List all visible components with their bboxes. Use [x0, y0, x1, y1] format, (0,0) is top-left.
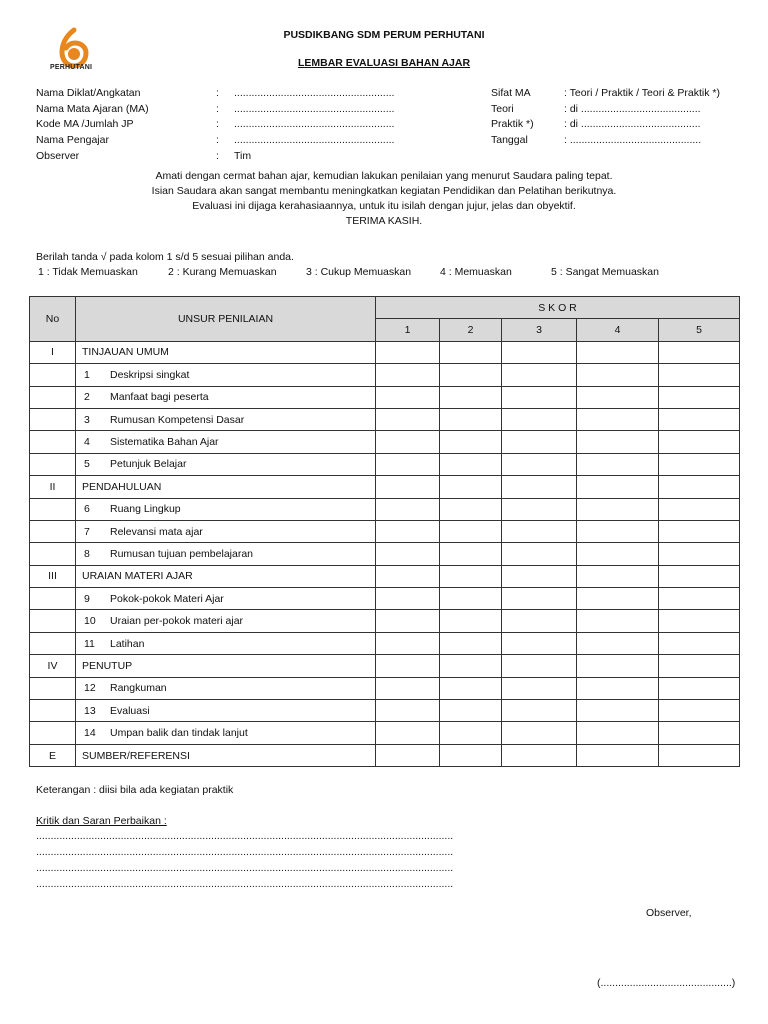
score-cell-5[interactable] [659, 565, 740, 587]
table-row [30, 722, 740, 744]
score-cell-3[interactable] [502, 543, 577, 565]
score-cell-2[interactable] [440, 364, 502, 386]
score-cell-1[interactable] [376, 408, 440, 430]
row-no: E [30, 744, 76, 766]
score-cell-5[interactable] [659, 543, 740, 565]
row-unsur [76, 408, 376, 430]
intro-line: Evaluasi ini dijaga kerahasiaannya, untuk itu isilah dengan jujur, jelas dan obyektif. [192, 200, 576, 212]
field-teori[interactable]: : di ......................................... [564, 103, 701, 115]
observer-label: Observer, [646, 907, 692, 919]
row-unsur [76, 520, 376, 542]
table-row [30, 700, 740, 722]
item-number: 13 [84, 704, 96, 717]
score-cell-2[interactable] [440, 565, 502, 587]
table-row [30, 408, 740, 430]
row-no [30, 453, 76, 475]
table-row [30, 498, 740, 520]
item-text: Petunjuk Belajar [110, 458, 187, 471]
colon: : [216, 134, 219, 146]
table-row [30, 588, 740, 610]
field-nama-diklat[interactable]: ....................................................... [234, 87, 395, 99]
skor-header-3: 3 [502, 319, 577, 341]
item-number: 11 [84, 637, 95, 650]
score-cell-1[interactable] [376, 722, 440, 744]
row-no: II [30, 476, 76, 498]
row-no: IV [30, 655, 76, 677]
kritik-line[interactable]: ............................................................................................................................................... [36, 878, 454, 890]
score-cell-4[interactable] [577, 476, 659, 498]
score-cell-1[interactable] [376, 655, 440, 677]
intro-line: Isian Saudara akan sangat membantu meningkatkan kegiatan Pendidikan dan Pelatihan berikutnya. [151, 185, 617, 197]
item-text: Rumusan tujuan pembelajaran [110, 547, 254, 560]
score-cell-3[interactable] [502, 677, 577, 699]
score-cell-2[interactable] [440, 588, 502, 610]
score-cell-4[interactable] [577, 744, 659, 766]
table-row [30, 610, 740, 632]
score-cell-4[interactable] [577, 498, 659, 520]
row-unsur [76, 364, 376, 386]
org-title: PUSDIKBANG SDM PERUM PERHUTANI [283, 29, 485, 41]
score-cell-4[interactable] [577, 364, 659, 386]
table-row [30, 520, 740, 542]
item-text: Uraian per-pokok materi ajar [110, 615, 244, 628]
label-kode-ma: Kode MA /Jumlah JP [36, 118, 134, 130]
score-cell-4[interactable] [577, 453, 659, 475]
score-cell-4[interactable] [577, 386, 659, 408]
kritik-line[interactable]: ............................................................................................................................................... [36, 862, 454, 874]
score-cell-2[interactable] [440, 431, 502, 453]
item-number: 9 [84, 592, 90, 605]
row-no [30, 588, 76, 610]
score-cell-1[interactable] [376, 498, 440, 520]
field-kode-ma[interactable]: ....................................................... [234, 118, 395, 130]
score-cell-3[interactable] [502, 588, 577, 610]
score-cell-2[interactable] [440, 498, 502, 520]
score-cell-5[interactable] [659, 722, 740, 744]
item-number: 4 [84, 436, 90, 449]
score-cell-3[interactable] [502, 722, 577, 744]
score-cell-3[interactable] [502, 565, 577, 587]
row-unsur [76, 610, 376, 632]
score-cell-5[interactable] [659, 408, 740, 430]
score-cell-3[interactable] [502, 386, 577, 408]
score-cell-5[interactable] [659, 520, 740, 542]
skor-header-1: 1 [376, 319, 440, 341]
score-cell-3[interactable] [502, 655, 577, 677]
field-tanggal[interactable]: : ............................................. [564, 134, 702, 146]
intro-line: TERIMA KASIH. [345, 215, 423, 227]
table-row [30, 341, 740, 363]
table-row [30, 632, 740, 654]
score-cell-1[interactable] [376, 386, 440, 408]
instruction: Berilah tanda √ pada kolom 1 s/d 5 sesuai pilihan anda. [36, 251, 294, 263]
score-cell-5[interactable] [659, 431, 740, 453]
item-number: 12 [84, 682, 96, 695]
score-cell-4[interactable] [577, 431, 659, 453]
score-cell-1[interactable] [376, 520, 440, 542]
score-cell-5[interactable] [659, 744, 740, 766]
table-row [30, 476, 740, 498]
item-text: Rangkuman [110, 682, 167, 695]
colon: : [216, 87, 219, 99]
table-row [30, 431, 740, 453]
colon: : [216, 118, 219, 130]
page-title: LEMBAR EVALUASI BAHAN AJAR [297, 57, 471, 69]
score-cell-2[interactable] [440, 700, 502, 722]
row-no [30, 543, 76, 565]
item-number: 2 [84, 391, 90, 404]
item-text: Manfaat bagi peserta [110, 391, 209, 404]
score-cell-3[interactable] [502, 700, 577, 722]
label-teori: Teori [491, 103, 514, 115]
score-cell-3[interactable] [502, 632, 577, 654]
score-cell-5[interactable] [659, 677, 740, 699]
keterangan: Keterangan : diisi bila ada kegiatan praktik [36, 784, 234, 796]
row-no [30, 632, 76, 654]
item-text: Umpan balik dan tindak lanjut [110, 727, 248, 740]
row-unsur [76, 744, 376, 766]
item-number: 1 [84, 368, 90, 381]
score-cell-1[interactable] [376, 476, 440, 498]
scale-2: 2 : Kurang Memuaskan [168, 266, 277, 278]
row-no: III [30, 565, 76, 587]
score-cell-4[interactable] [577, 543, 659, 565]
item-number: 7 [84, 525, 90, 538]
item-number: 5 [84, 458, 90, 471]
scale-1: 1 : Tidak Memuaskan [38, 266, 138, 278]
score-cell-4[interactable] [577, 520, 659, 542]
field-observer: Tim [234, 150, 252, 162]
score-cell-1[interactable] [376, 543, 440, 565]
score-cell-5[interactable] [659, 655, 740, 677]
score-cell-1[interactable] [376, 341, 440, 363]
item-text: Latihan [110, 637, 145, 650]
field-praktik[interactable]: : di ......................................... [564, 118, 701, 130]
score-cell-2[interactable] [440, 341, 502, 363]
intro-line: Amati dengan cermat bahan ajar, kemudian lakukan penilaian yang menurut Saudara paling tepat. [155, 170, 613, 182]
score-cell-5[interactable] [659, 341, 740, 363]
score-cell-3[interactable] [502, 431, 577, 453]
scale-5: 5 : Sangat Memuaskan [551, 266, 659, 278]
score-cell-1[interactable] [376, 632, 440, 654]
score-cell-5[interactable] [659, 364, 740, 386]
skor-header-2: 2 [440, 319, 502, 341]
col-header-unsur: UNSUR PENILAIAN [76, 297, 376, 342]
table-row [30, 565, 740, 587]
table-row [30, 677, 740, 699]
row-unsur [76, 543, 376, 565]
colon: : [216, 150, 219, 162]
label-nama-pengajar: Nama Pengajar [36, 134, 109, 146]
label-observer: Observer [36, 150, 80, 162]
table-body [30, 341, 740, 766]
item-text: URAIAN MATERI AJAR [82, 570, 193, 583]
row-no [30, 610, 76, 632]
score-cell-5[interactable] [659, 498, 740, 520]
score-cell-4[interactable] [577, 565, 659, 587]
item-text: PENDAHULUAN [82, 480, 162, 493]
score-cell-5[interactable] [659, 476, 740, 498]
row-unsur [76, 655, 376, 677]
col-header-skor: S K O R [376, 297, 740, 319]
row-unsur [76, 386, 376, 408]
kritik-line[interactable]: ............................................................................................................................................... [36, 830, 454, 842]
evaluation-table [29, 296, 740, 767]
kritik-line[interactable]: ............................................................................................................................................... [36, 846, 454, 858]
item-number: 6 [84, 503, 90, 516]
table-row [30, 386, 740, 408]
item-text: PENUTUP [82, 659, 133, 672]
score-cell-2[interactable] [440, 722, 502, 744]
score-cell-4[interactable] [577, 588, 659, 610]
score-cell-4[interactable] [577, 677, 659, 699]
score-cell-3[interactable] [502, 476, 577, 498]
score-cell-2[interactable] [440, 610, 502, 632]
item-text: Deskripsi singkat [110, 368, 190, 381]
score-cell-4[interactable] [577, 632, 659, 654]
score-cell-1[interactable] [376, 588, 440, 610]
table-row [30, 744, 740, 766]
field-nama-pengajar[interactable]: ....................................................... [234, 134, 395, 146]
row-unsur [76, 498, 376, 520]
score-cell-4[interactable] [577, 408, 659, 430]
item-text: Rumusan Kompetensi Dasar [110, 413, 245, 426]
skor-header-5: 5 [659, 319, 740, 341]
item-number: 3 [84, 413, 90, 426]
score-cell-1[interactable] [376, 431, 440, 453]
score-cell-3[interactable] [502, 610, 577, 632]
row-no [30, 364, 76, 386]
score-cell-1[interactable] [376, 610, 440, 632]
row-no [30, 498, 76, 520]
logo-text: PERHUTANI [50, 64, 93, 71]
row-unsur [76, 632, 376, 654]
score-cell-5[interactable] [659, 700, 740, 722]
row-no [30, 431, 76, 453]
score-cell-1[interactable] [376, 677, 440, 699]
score-cell-5[interactable] [659, 588, 740, 610]
scale-3: 3 : Cukup Memuaskan [306, 266, 412, 278]
score-cell-2[interactable] [440, 520, 502, 542]
item-number: 10 [84, 615, 96, 628]
table-row [30, 543, 740, 565]
score-cell-5[interactable] [659, 632, 740, 654]
col-header-no: No [30, 297, 76, 342]
colon: : [216, 103, 219, 115]
score-cell-2[interactable] [440, 677, 502, 699]
item-text: Evaluasi [110, 704, 150, 717]
score-cell-2[interactable] [440, 386, 502, 408]
score-cell-1[interactable] [376, 700, 440, 722]
table-row [30, 364, 740, 386]
score-cell-4[interactable] [577, 700, 659, 722]
row-unsur [76, 565, 376, 587]
field-nama-mata-ajaran[interactable]: ....................................................... [234, 103, 395, 115]
item-text: TINJAUAN UMUM [82, 346, 169, 359]
row-unsur [76, 722, 376, 744]
item-text: Pokok-pokok Materi Ajar [110, 592, 224, 605]
score-cell-2[interactable] [440, 453, 502, 475]
label-sifat-ma: Sifat MA [491, 87, 531, 99]
score-cell-2[interactable] [440, 543, 502, 565]
score-cell-1[interactable] [376, 364, 440, 386]
row-no [30, 677, 76, 699]
signature-line[interactable]: (.............................................) [597, 977, 736, 989]
score-cell-1[interactable] [376, 453, 440, 475]
table-row [30, 655, 740, 677]
row-unsur [76, 453, 376, 475]
item-number: 8 [84, 547, 90, 560]
scale-4: 4 : Memuaskan [440, 266, 512, 278]
score-cell-1[interactable] [376, 744, 440, 766]
score-cell-3[interactable] [502, 408, 577, 430]
score-cell-2[interactable] [440, 408, 502, 430]
score-cell-3[interactable] [502, 744, 577, 766]
score-cell-4[interactable] [577, 341, 659, 363]
score-cell-4[interactable] [577, 722, 659, 744]
score-cell-3[interactable] [502, 520, 577, 542]
row-no [30, 386, 76, 408]
row-unsur [76, 588, 376, 610]
score-cell-4[interactable] [577, 655, 659, 677]
item-text: SUMBER/REFERENSI [82, 749, 190, 762]
score-cell-2[interactable] [440, 655, 502, 677]
score-cell-3[interactable] [502, 453, 577, 475]
kritik-title: Kritik dan Saran Perbaikan : [36, 815, 167, 827]
score-cell-5[interactable] [659, 453, 740, 475]
item-text: Ruang Lingkup [110, 503, 181, 516]
score-cell-3[interactable] [502, 364, 577, 386]
item-text: Relevansi mata ajar [110, 525, 203, 538]
score-cell-3[interactable] [502, 498, 577, 520]
row-unsur [76, 700, 376, 722]
row-no [30, 700, 76, 722]
item-number: 14 [84, 727, 96, 740]
row-no [30, 408, 76, 430]
row-no [30, 520, 76, 542]
table-row [30, 453, 740, 475]
score-cell-1[interactable] [376, 565, 440, 587]
score-cell-4[interactable] [577, 610, 659, 632]
skor-header-4: 4 [577, 319, 659, 341]
row-no [30, 722, 76, 744]
label-nama-mata-ajaran: Nama Mata Ajaran (MA) [36, 103, 149, 115]
score-cell-5[interactable] [659, 386, 740, 408]
row-unsur [76, 341, 376, 363]
score-cell-2[interactable] [440, 744, 502, 766]
score-cell-5[interactable] [659, 610, 740, 632]
item-text: Sistematika Bahan Ajar [110, 436, 219, 449]
score-cell-2[interactable] [440, 632, 502, 654]
row-unsur [76, 431, 376, 453]
row-unsur [76, 677, 376, 699]
label-praktik: Praktik *) [491, 118, 534, 130]
label-tanggal: Tanggal [491, 134, 528, 146]
row-unsur [76, 476, 376, 498]
field-sifat-ma[interactable]: : Teori / Praktik / Teori & Praktik *) [564, 87, 720, 99]
row-no: I [30, 341, 76, 363]
score-cell-2[interactable] [440, 476, 502, 498]
label-nama-diklat: Nama Diklat/Angkatan [36, 87, 141, 99]
score-cell-3[interactable] [502, 341, 577, 363]
